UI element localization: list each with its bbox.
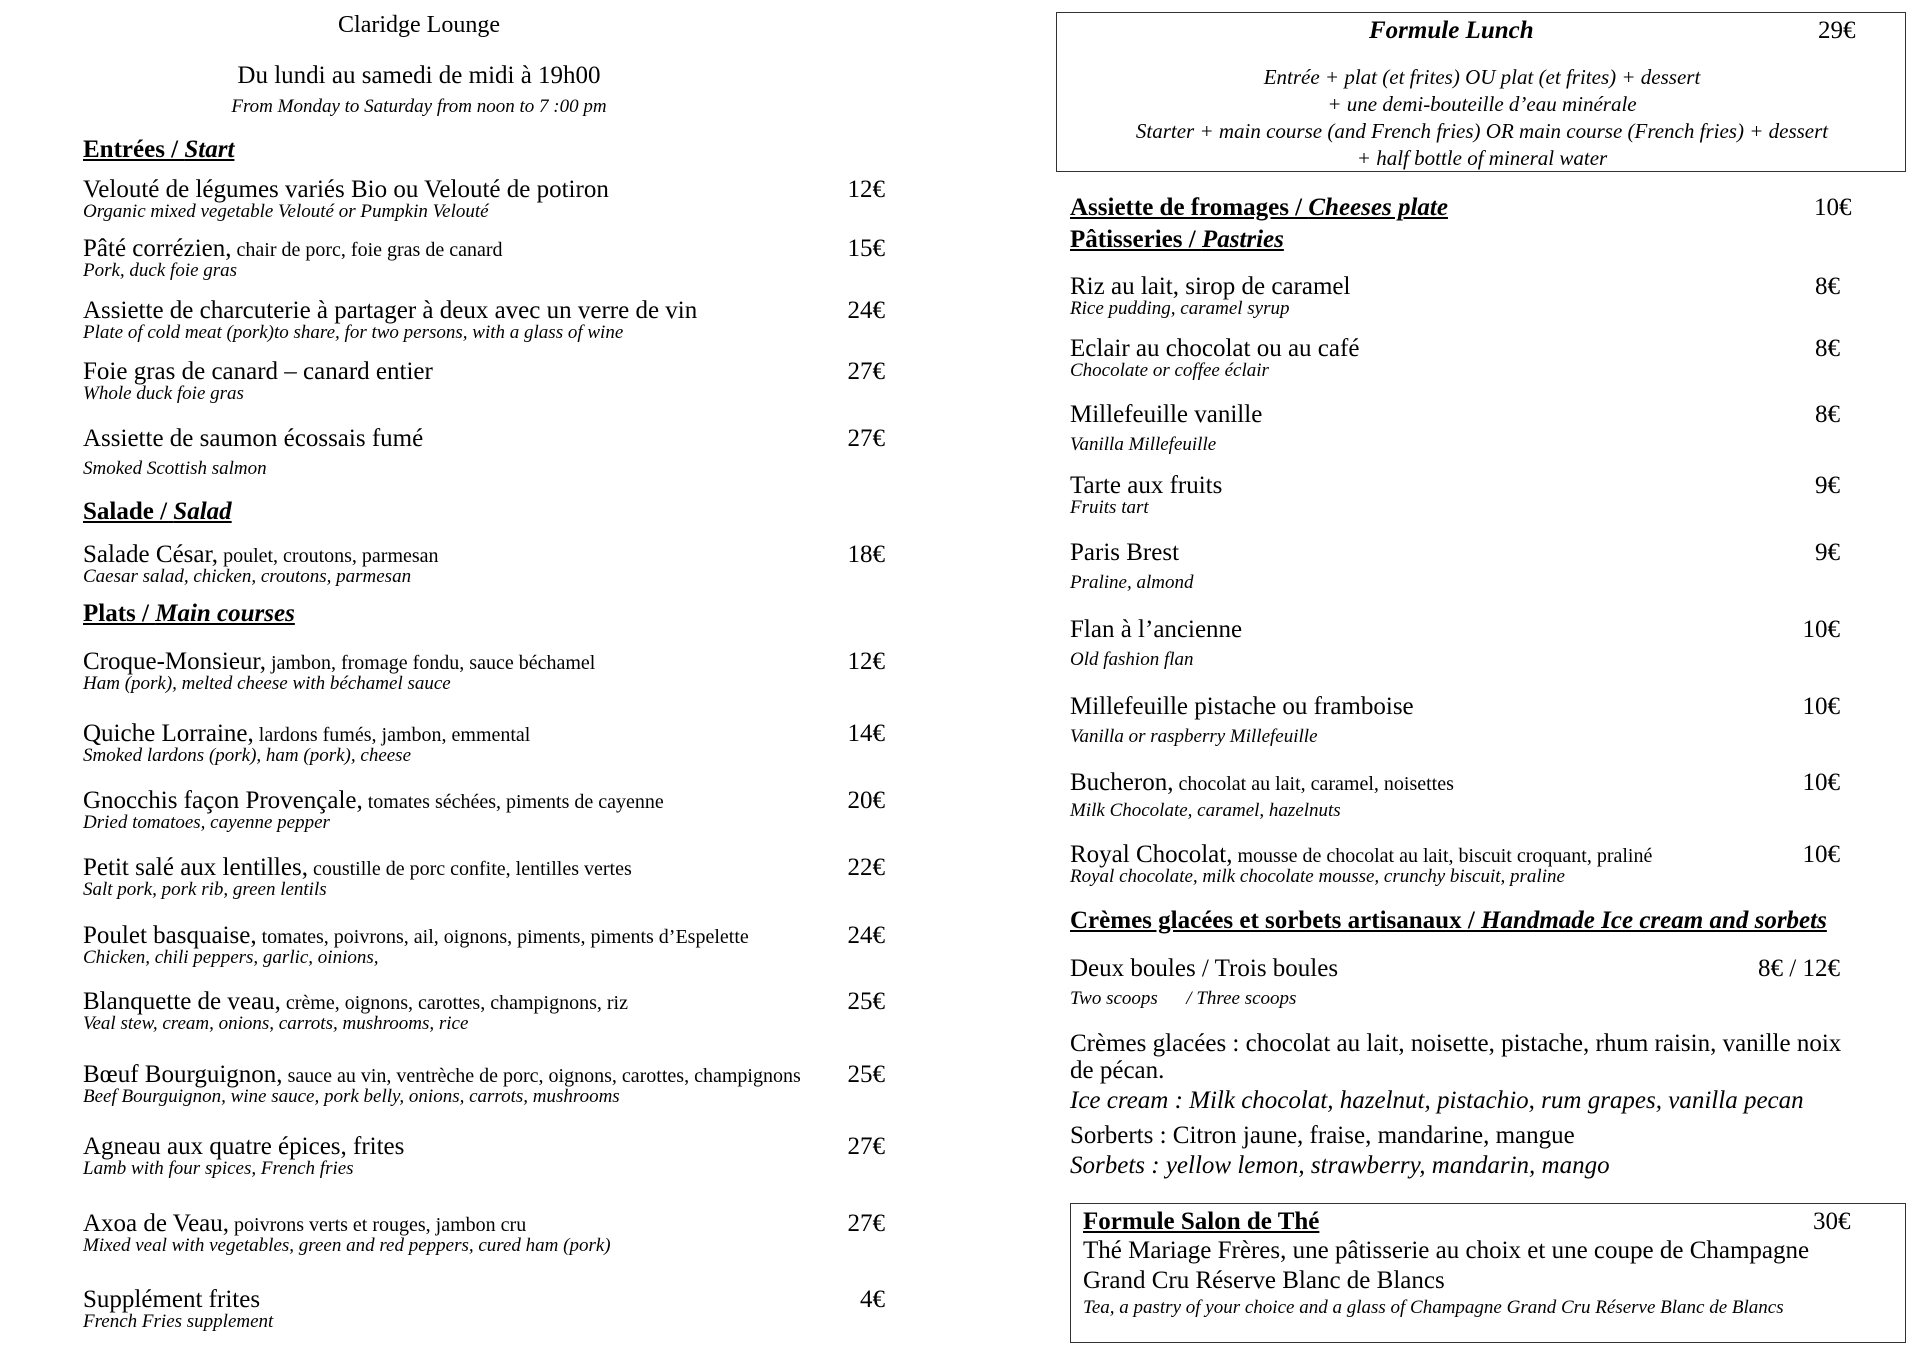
item-price: 12€ [847,648,885,675]
menu-item: Pâté corrézien, chair de porc, foie gras de canard Pork, duck foie gras 15€ [83,235,885,281]
item-price: 4€ [860,1286,885,1313]
item-price: 10€ [1802,616,1840,643]
lunch-formula-box [1056,12,1906,172]
section-plats-heading: Plats / Main courses [83,600,295,627]
menu-item: Gnocchis façon Provençale, tomates séchées, piments de cayenne Dried tomatoes, cayenne pepper 20€ [83,787,885,833]
menu-item: Royal Chocolat, mousse de chocolat au lait, biscuit croquant, praliné Royal chocolate, milk chocolate mousse, crunchy biscuit, praline 10€ [1070,841,1840,887]
item-price: 18€ [847,541,885,568]
menu-item: Assiette de charcuterie à partager à deux avec un verre de vin Plate of cold meat (pork)to share, for two persons, with a glass of wine 24€ [83,297,885,343]
opening-hours: Du lundi au samedi de midi à 19h00 [237,62,601,89]
menu-item: Paris Brest Praline, almond 9€ [1070,539,1840,593]
item-price: 14€ [847,720,885,747]
menu-item: Blanquette de veau, crème, oignons, carottes, champignons, riz Veal stew, cream, onions, carrots, mushrooms, rice 25€ [83,988,885,1034]
lunch-formula-line: Entrée + plat (et frites) OU plat (et frites) + dessert [1263,65,1701,89]
menu-item: Foie gras de canard – canard entier Whole duck foie gras 27€ [83,358,885,404]
item-price: 15€ [847,235,885,262]
item-price: 8€ [1815,401,1840,428]
menu-item: Axoa de Veau, poivrons verts et rouges, jambon cru Mixed veal with vegetables, green and red peppers, cured ham (pork) 27€ [83,1210,885,1256]
menu-item: Assiette de saumon écossais fumé Smoked Scottish salmon 27€ [83,425,885,479]
item-price: 8€ [1815,273,1840,300]
item-price: 22€ [847,854,885,881]
menu-item: Agneau aux quatre épices, frites Lamb with four spices, French fries 27€ [83,1133,885,1179]
tea-formula-box [1070,1203,1906,1343]
menu-item: Velouté de légumes variés Bio ou Velouté de potiron Organic mixed vegetable Velouté or Pumpkin Velouté 12€ [83,176,885,222]
item-price: 8€ / 12€ [1758,955,1840,982]
item-price: 9€ [1815,539,1840,566]
item-price: 8€ [1815,335,1840,362]
section-salade-heading: Salade / Salad [83,498,232,525]
section-entrees-heading: Entrées / Start [83,136,235,163]
item-price: 27€ [847,425,885,452]
item-price: 10€ [1802,693,1840,720]
item-price: 25€ [847,1061,885,1088]
item-price: 9€ [1815,472,1840,499]
section-fromages-heading: Assiette de fromages / Cheeses plate [1070,194,1448,221]
menu-item: Tarte aux fruits Fruits tart 9€ [1070,472,1840,518]
tea-formula-line: Grand Cru Réserve Blanc de Blancs [1083,1267,1445,1294]
menu-item: Petit salé aux lentilles, coustille de porc confite, lentilles vertes Salt pork, pork rib, green lentils 22€ [83,854,885,900]
ice-cream-flavours: Crèmes glacées : chocolat au lait, noisette, pistache, rhum raisin, vanille noix de pécan. Ice cream : Milk chocolat, hazelnut, pistachio, rum grapes, vanilla pecan [1070,1030,1842,1114]
tea-formula-line: Thé Mariage Frères, une pâtisserie au choix et une coupe de Champagne [1083,1237,1810,1264]
menu-item: Eclair au chocolat ou au café Chocolate or coffee éclair 8€ [1070,335,1840,381]
item-price: 27€ [847,358,885,385]
item-price: 27€ [847,1210,885,1237]
item-price: 24€ [847,297,885,324]
fromages-price: 10€ [1814,194,1852,221]
item-price: 25€ [847,988,885,1015]
menu-item: Millefeuille pistache ou framboise Vanilla or raspberry Millefeuille 10€ [1070,693,1840,747]
section-patisseries-heading: Pâtisseries / Pastries [1070,226,1284,253]
lunch-formula-price: 29€ [1818,17,1856,44]
item-price: 12€ [847,176,885,203]
section-glaces-heading: Crèmes glacées et sorbets artisanaux / Handmade Ice cream and sorbets [1070,907,1827,934]
item-price: 10€ [1802,841,1840,868]
menu-item: Riz au lait, sirop de caramel Rice pudding, caramel syrup 8€ [1070,273,1840,319]
item-price: 27€ [847,1133,885,1160]
menu-item: Supplément frites French Fries supplement 4€ [83,1286,885,1332]
menu-item: Salade César, poulet, croutons, parmesan Caesar salad, chicken, croutons, parmesan 18€ [83,541,885,587]
item-price: 24€ [847,922,885,949]
menu-item: Croque-Monsieur, jambon, fromage fondu, sauce béchamel Ham (pork), melted cheese with béchamel sauce 12€ [83,648,885,694]
menu-item: Millefeuille vanille Vanilla Millefeuille 8€ [1070,401,1840,455]
lunch-formula-line: Starter + main course (and French fries) OR main course (French fries) + dessert [1135,119,1829,143]
item-price: 20€ [847,787,885,814]
lunch-formula-line: + half bottle of mineral water [1356,146,1608,170]
restaurant-title: Claridge Lounge [338,12,500,38]
opening-hours-en: From Monday to Saturday from noon to 7 :00 pm [231,96,607,117]
item-price: 10€ [1802,769,1840,796]
lunch-formula-line: + une demi-bouteille d’eau minérale [1327,92,1637,116]
sorbet-flavours: Sorberts : Citron jaune, fraise, mandarine, mangue Sorbets : yellow lemon, strawberry, mandarin, mango [1070,1122,1610,1179]
tea-formula-price: 30€ [1813,1208,1851,1235]
menu-item-scoops: Deux boules / Trois boules Two scoops / Three scoops 8€ / 12€ [1070,955,1840,1009]
menu-item: Bœuf Bourguignon, sauce au vin, ventrèche de porc, oignons, carottes, champignons Beef Bourguignon, wine sauce, pork belly, onions, carrots, mushrooms 25€ [83,1061,885,1107]
menu-item: Quiche Lorraine, lardons fumés, jambon, emmental Smoked lardons (pork), ham (pork), cheese 14€ [83,720,885,766]
lunch-formula-title: Formule Lunch [1369,17,1534,44]
menu-item: Poulet basquaise, tomates, poivrons, ail, oignons, piments, piments d’Espelette Chicken, chili peppers, garlic, oinions, 24€ [83,922,885,968]
tea-formula-en: Tea, a pastry of your choice and a glass of Champagne Grand Cru Réserve Blanc de Blancs [1083,1297,1784,1318]
menu-item: Flan à l’ancienne Old fashion flan 10€ [1070,616,1840,670]
menu-item: Bucheron, chocolat au lait, caramel, noisettes Milk Chocolate, caramel, hazelnuts 10€ [1070,769,1840,821]
tea-formula-title: Formule Salon de Thé [1083,1208,1320,1235]
